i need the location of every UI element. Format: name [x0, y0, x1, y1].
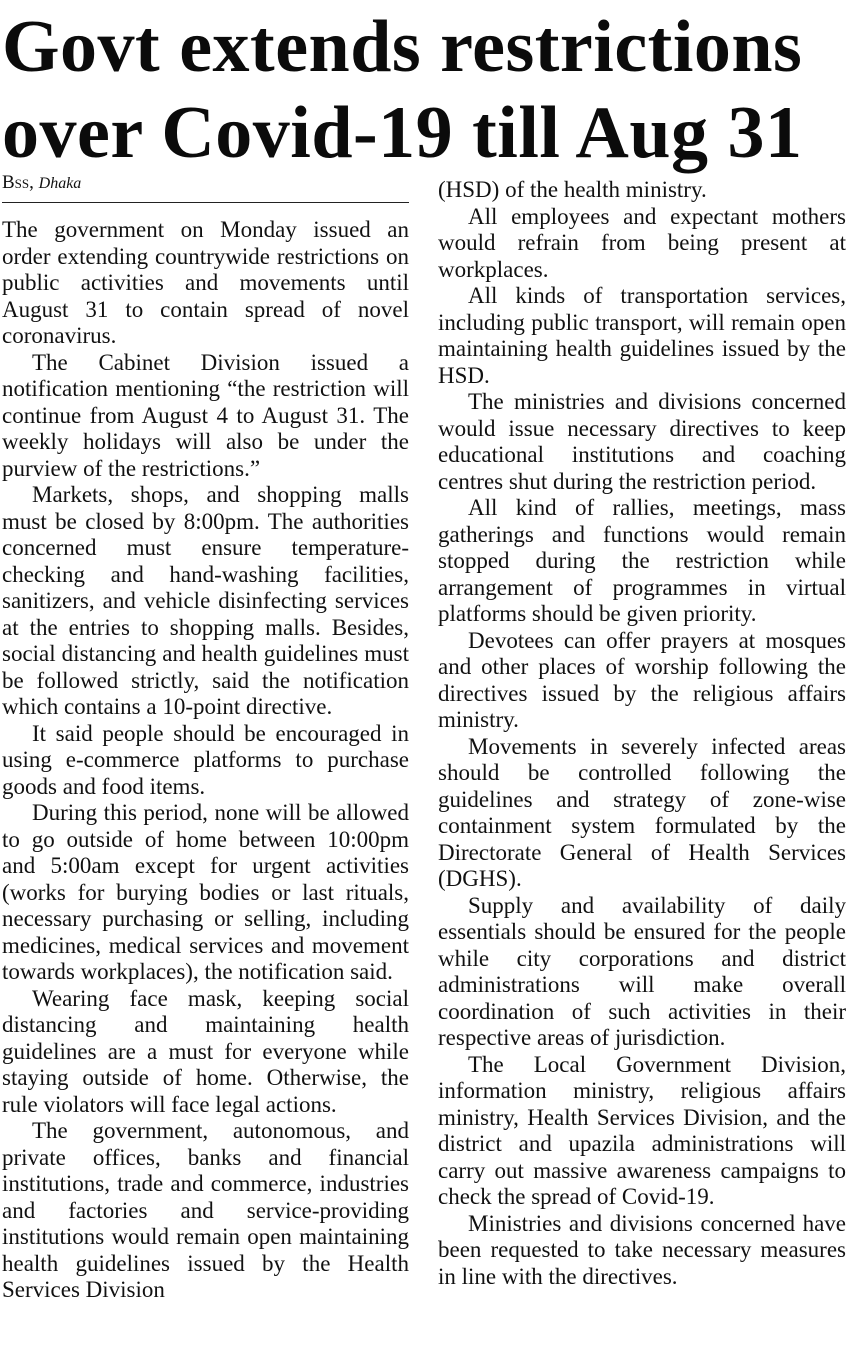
byline-divider — [2, 202, 409, 203]
article-column-right — [438, 177, 846, 1290]
article-paragraph: The ministries and divisions concerned would issue necessary directives to keep educational institutions and coaching centres shut during the restriction period. — [438, 389, 846, 494]
article-paragraph: The Local Government Division, information ministry, religious affairs ministry, Health Services Division, and the district and upazila administrations will carry out massive awareness campaigns to check the spread of Covid-19. — [438, 1051, 846, 1209]
article-column-left — [2, 217, 409, 1304]
headline-line-1: Govt extends restrictions — [2, 6, 803, 88]
article-paragraph: Movements in severely infected areas should be controlled following the guidelines and strategy of zone-wise containment system formulated by the Directorate General of Health Services (DGHS). — [438, 733, 846, 891]
article-paragraph: Devotees can offer prayers at mosques and other places of worship following the directives issued by the religious affairs ministry. — [438, 627, 846, 732]
article-paragraph: It said people should be encouraged in using e-commerce platforms to purchase goods and food items. — [2, 720, 409, 799]
article-paragraph: All employees and expectant mothers would refrain from being present at workplaces. — [438, 203, 846, 282]
article-paragraph: Ministries and divisions concerned have been requested to take necessary measures in line with the directives. — [438, 1210, 846, 1289]
article-paragraph: All kinds of transportation services, including public transport, will remain open maintaining health guidelines issued by the HSD. — [438, 283, 846, 388]
article-paragraph: Wearing face mask, keeping social distancing and maintaining health guidelines are a must for everyone while staying outside of home. Otherwise, the rule violators will face legal actions. — [2, 985, 409, 1117]
article-paragraph: Supply and availability of daily essentials should be ensured for the people while city corporations and district administrations will make overall coordination of such activities in their respective areas of jurisdiction. — [438, 892, 846, 1050]
article-paragraph: Markets, shops, and shopping malls must be closed by 8:00pm. The authorities concerned must ensure temperature-checking and hand-washing facilities, sanitizers, and vehicle disinfecting services at the entries to shopping malls. Besides, social distancing and health guidelines must be followed strictly, said the notification which contains a 10-point directive. — [2, 482, 409, 719]
article-paragraph-continued: (HSD) of the health ministry. — [438, 177, 707, 202]
byline — [2, 172, 81, 195]
byline-location: Dhaka — [38, 175, 82, 192]
article-headline — [2, 4, 848, 176]
article-paragraph: During this period, none will be allowed to go outside of home between 10:00pm and 5:00am except for urgent activities (works for burying bodies or last rituals, necessary purchasing or selling, including medicines, medical services and movement towards workplaces), the notification said. — [2, 800, 409, 984]
article-paragraph: All kind of rallies, meetings, mass gatherings and functions would remain stopped during the restriction while arrangement of programmes in virtual platforms should be given priority. — [438, 495, 846, 626]
byline-agency: Bss, — [2, 172, 34, 193]
article-paragraph: The government on Monday issued an order extending countrywide restrictions on public activities and movements until August 31 to contain spread of novel coronavirus. — [2, 217, 409, 348]
headline-line-2: over Covid-19 till Aug 31 — [2, 92, 803, 174]
article-paragraph: The government, autonomous, and private offices, banks and financial institutions, trade and commerce, industries and factories and service-providing institutions would remain open maintaining health guidelines issued by the Health Services Division — [2, 1118, 409, 1302]
article-paragraph: The Cabinet Division issued a notification mentioning “the restriction will continue from August 4 to August 31. The weekly holidays will also be under the purview of the restrictions.” — [2, 349, 409, 481]
